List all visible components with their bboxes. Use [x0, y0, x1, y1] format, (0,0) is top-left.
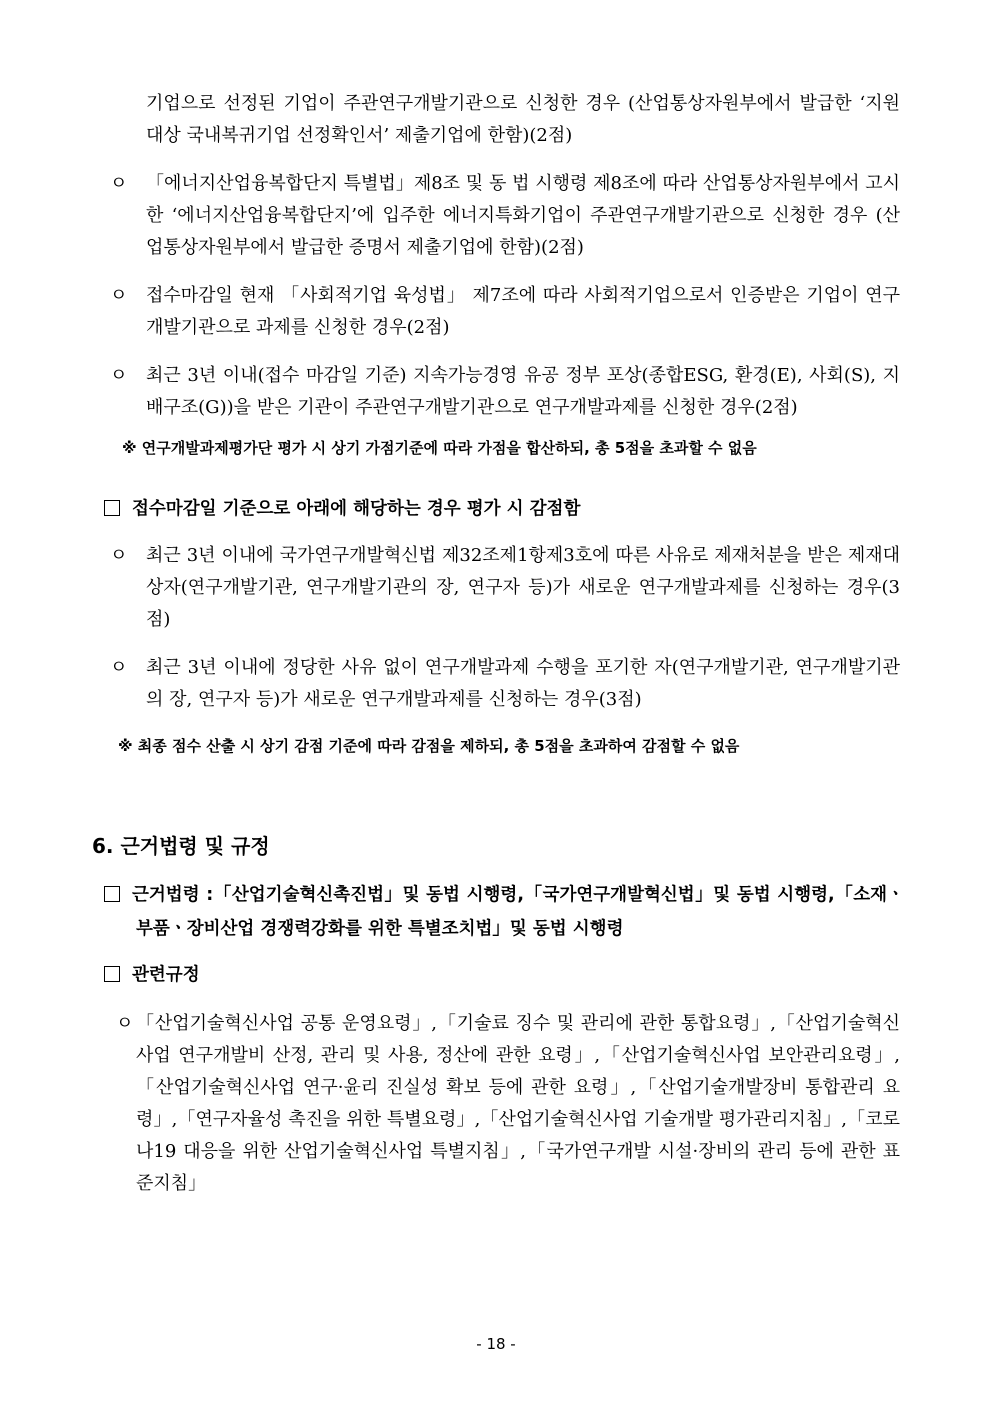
bonus-item: [110, 360, 900, 424]
circle-bullet: ㅇ: [110, 285, 128, 306]
continuation-paragraph: 기업으로 선정된 기업이 주관연구개발기관으로 신청한 경우 (산업통상자원부에서 발급한 ‘지원대상 국내복귀기업 선정확인서’ 제출기업에 한함)(2점): [146, 93, 900, 146]
page-number: - 18 -: [476, 1335, 516, 1353]
deduction-item-text: 최근 3년 이내에 정당한 사유 없이 연구개발과제 수행을 포기한 자(연구개발기관, 연구개발기관의 장, 연구자 등)가 새로운 연구개발과제를 신청하는 경우(3점): [146, 657, 900, 710]
deduction-heading: [104, 492, 904, 526]
section-title: 6. 근거법령 및 규정: [92, 834, 270, 858]
deduction-item: [110, 652, 900, 716]
checkbox-square-icon: [104, 886, 120, 902]
regulations-text: 「산업기술혁신사업 공통 운영요령」,「기술료 징수 및 관리에 관한 통합요령」,「산업기술혁신사업 연구개발비 산정, 관리 및 사용, 정산에 관한 요령」,「산업기술혁신사업 보안관리요령」,「산업기술혁신사업 연구·윤리 진실성 확보 등에 관한 요령」,「산업기술개발장비 통합관리 요령」,「연구자율성 촉진을 위한 특별요령」,「산업기술혁신사업 기술개발 평가관리지침」,「코로나19 대응을 위한 산업기술혁신사업 특별지침」,「국가연구개발 시설·장비의 관리 등에 관한 표준지침」: [136, 1013, 900, 1194]
regulations-heading-text: 관련규정: [132, 965, 200, 985]
circle-bullet: ㅇ: [110, 365, 128, 386]
deduction-heading-text: 접수마감일 기준으로 아래에 해당하는 경우 평가 시 감점함: [132, 499, 581, 519]
laws-heading-text: 근거법령 :「산업기술혁신촉진법」및 동법 시행령,「국가연구개발혁신법」및 동법 시행령,「소재ㆍ부품ㆍ장비산업 경쟁력강화를 위한 특별조치법」및 동법 시행령: [132, 885, 904, 939]
circle-bullet: ㅇ: [110, 545, 128, 566]
bonus-note: ※ 연구개발과제평가단 평가 시 상기 가점기준에 따라 가점을 합산하되, 총 5점을 초과할 수 없음: [122, 439, 757, 457]
bonus-item: [110, 168, 900, 264]
deduction-note: ※ 최종 점수 산출 시 상기 감점 기준에 따라 감점을 제하되, 총 5점을 초과하여 감점할 수 없음: [118, 737, 740, 755]
bonus-item-text: 「에너지산업융복합단지 특별법」제8조 및 동 법 시행령 제8조에 따라 산업통상자원부에서 고시한 ‘에너지산업융복합단지’에 입주한 에너지특화기업이 주관연구개발기관으로 신청한 경우 (산업통상자원부에서 발급한 증명서 제출기업에 한함)(2점): [146, 173, 900, 258]
bonus-item-text: 최근 3년 이내(접수 마감일 기준) 지속가능경영 유공 정부 포상(종합ESG, 환경(E), 사회(S), 지배구조(G))을 받은 기관이 주관연구개발기관으로 연구개발과제를 신청한 경우(2점): [146, 365, 900, 418]
bonus-item-text: 접수마감일 현재 「사회적기업 육성법」 제7조에 따라 사회적기업으로서 인증받은 기업이 연구개발기관으로 과제를 신청한 경우(2점): [146, 285, 900, 338]
circle-bullet: ㅇ: [116, 1013, 134, 1034]
checkbox-square-icon: [104, 966, 120, 982]
deduction-item: [110, 540, 900, 636]
regulations-list: [116, 1008, 900, 1200]
regulations-heading: [104, 958, 904, 992]
circle-bullet: ㅇ: [110, 173, 128, 194]
checkbox-square-icon: [104, 500, 120, 516]
bonus-item: [110, 280, 900, 344]
circle-bullet: ㅇ: [110, 657, 128, 678]
deduction-item-text: 최근 3년 이내에 국가연구개발혁신법 제32조제1항제3호에 따른 사유로 제재처분을 받은 제재대상자(연구개발기관, 연구개발기관의 장, 연구자 등)가 새로운 연구개발과제를 신청하는 경우(3점): [146, 545, 900, 630]
laws-heading: [104, 878, 904, 946]
